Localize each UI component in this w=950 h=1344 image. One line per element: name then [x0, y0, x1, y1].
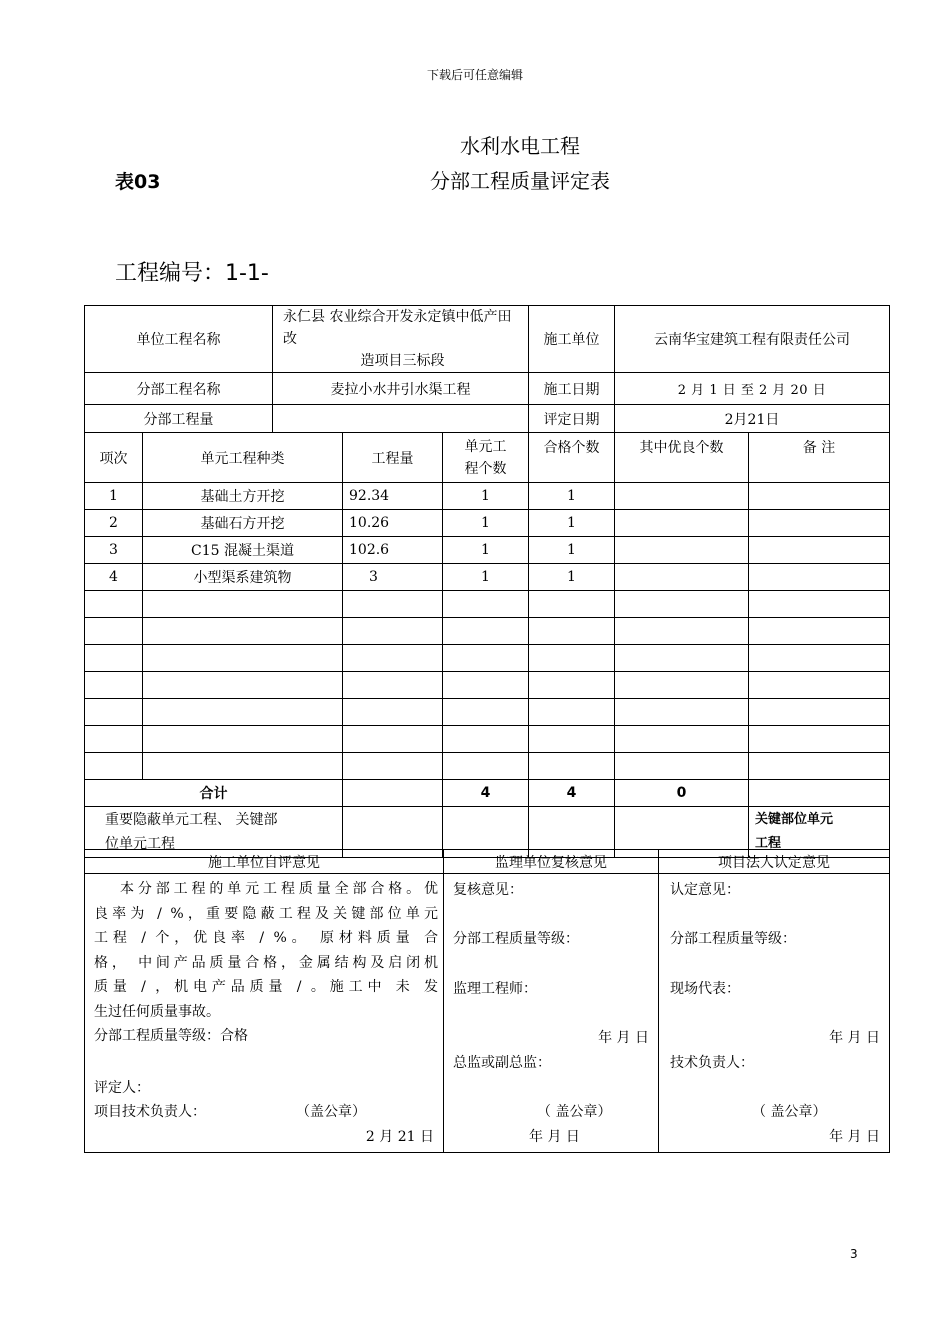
key-unit-label-line1: 重要隐蔽单元工程、 关键部 — [105, 812, 278, 828]
opinions-body-row — [85, 874, 890, 1153]
empty-row — [85, 672, 890, 699]
owner-grade: 分部工程质量等级： — [670, 931, 796, 947]
empty-row — [85, 753, 890, 780]
row-type: 基础土方开挖 — [143, 483, 343, 510]
empty-row — [85, 645, 890, 672]
project-number: 工程编号：1-1- — [115, 261, 269, 286]
row-unit-count: 1 — [443, 564, 529, 591]
table-number: 表03 — [115, 171, 161, 193]
evaluation-table — [84, 305, 890, 858]
header-note: 下载后可任意编辑 — [426, 68, 523, 82]
supervision-opinion-cell — [444, 874, 659, 1153]
page-number: 3 — [850, 1247, 858, 1261]
owner-tech: 技术负责人： — [670, 1055, 754, 1071]
owner-opinion-cell — [659, 874, 890, 1153]
row-item: 3 — [85, 537, 143, 564]
row-item: 4 — [85, 564, 143, 591]
total-qualified: 4 — [529, 780, 615, 807]
supervision-date2: 年 月 日 — [529, 1129, 580, 1145]
row-remark — [749, 537, 890, 564]
col-item: 项次 — [85, 433, 143, 483]
total-label: 合计 — [85, 780, 343, 807]
supervision-date1: 年 月 日 — [598, 1030, 649, 1046]
key-part-label-line2: 工程 — [755, 836, 782, 851]
title-line2: 分部工程质量评定表 — [430, 169, 610, 193]
owner-rep: 现场代表： — [670, 981, 740, 997]
opinions-header-row — [85, 850, 890, 874]
sub-quantity-row — [85, 405, 890, 433]
total-row — [85, 780, 890, 807]
col-qualified: 合格个数 — [529, 433, 615, 483]
row-item: 2 — [85, 510, 143, 537]
empty-row — [85, 726, 890, 753]
row-type: C15 混凝土渠道 — [143, 537, 343, 564]
owner-date1: 年 月 日 — [829, 1030, 880, 1046]
unit-project-label — [85, 306, 273, 373]
col-unit-count — [443, 433, 529, 483]
row-excellent — [615, 564, 749, 591]
eval-date-value: 2月21日 — [615, 405, 890, 433]
col-type: 单元工程种类 — [143, 433, 343, 483]
owner-confirm: 认定意见： — [670, 882, 740, 898]
col-unit-count-line2: 程个数 — [464, 460, 507, 477]
self-seal: （盖公章） — [296, 1104, 366, 1120]
opinions-table — [84, 849, 890, 1153]
unit-project-value-line1: 永仁县 农业综合开发永定镇中低产田改 — [283, 309, 512, 347]
row-quantity: 92.34 — [343, 483, 443, 510]
sub-project-row — [85, 373, 890, 405]
table-row — [85, 564, 890, 591]
table-row — [85, 510, 890, 537]
row-qualified: 1 — [529, 510, 615, 537]
row-remark — [749, 510, 890, 537]
empty-row — [85, 618, 890, 645]
self-grade: 分部工程质量等级：合格 — [94, 1028, 248, 1044]
self-assessor: 评定人： — [94, 1080, 150, 1096]
supervision-engineer: 监理工程师： — [453, 981, 537, 997]
total-excellent: 0 — [615, 780, 749, 807]
sub-project-label: 分部工程名称 — [85, 373, 273, 405]
column-header-row — [85, 433, 890, 483]
self-line4: 格， 中间产品质量合格，金属结构及启闭机 — [94, 954, 438, 971]
owner-opinion-title: 项目法人认定意见 — [659, 850, 890, 874]
self-line2: 良率为 / %，重要隐蔽工程及关键部位单元 — [94, 905, 438, 922]
self-line6: 生过任何质量事故。 — [94, 1003, 220, 1020]
self-opinion-cell — [85, 874, 444, 1153]
constructor-label: 施工单位 — [529, 306, 615, 373]
col-quantity: 工程量 — [343, 433, 443, 483]
row-unit-count: 1 — [443, 537, 529, 564]
self-tech-lead: 项目技术负责人： — [94, 1104, 206, 1120]
key-part-label-line1: 关键部位单元 — [755, 812, 834, 827]
table-row — [85, 483, 890, 510]
sub-project-value: 麦拉小水井引水渠工程 — [273, 373, 529, 405]
owner-date2: 年 月 日 — [829, 1129, 880, 1145]
row-type: 小型渠系建筑物 — [143, 564, 343, 591]
row-quantity: 10.26 — [343, 510, 443, 537]
row-unit-count: 1 — [443, 510, 529, 537]
supervision-grade: 分部工程质量等级： — [453, 931, 579, 947]
self-opinion-title: 施工单位自评意见 — [85, 850, 444, 874]
row-quantity: 3 — [343, 564, 443, 591]
sub-quantity-label: 分部工程量 — [85, 405, 273, 433]
row-excellent — [615, 510, 749, 537]
empty-row — [85, 591, 890, 618]
row-remark — [749, 483, 890, 510]
self-line3: 工程 / 个，优良率 / %。 原材料质量 合 — [94, 930, 438, 946]
key-unit-label-line2: 位单元工程 — [105, 836, 175, 852]
self-line1: 本分部工程的单元工程质量全部合格。优 — [120, 881, 438, 897]
row-remark — [749, 564, 890, 591]
row-unit-count: 1 — [443, 483, 529, 510]
unit-project-value — [273, 306, 529, 373]
table-row — [85, 537, 890, 564]
constructor-value: 云南华宝建筑工程有限责任公司 — [615, 306, 890, 373]
row-item: 1 — [85, 483, 143, 510]
row-qualified: 1 — [529, 483, 615, 510]
col-remark: 备 注 — [749, 433, 890, 483]
col-unit-count-line1: 单元工 — [464, 438, 507, 455]
row-type: 基础石方开挖 — [143, 510, 343, 537]
supervision-chief: 总监或副总监： — [453, 1055, 551, 1071]
row-qualified: 1 — [529, 537, 615, 564]
construction-date-value: 2 月 1 日 至 2 月 20 日 — [615, 373, 890, 405]
total-unit-count: 4 — [443, 780, 529, 807]
row-excellent — [615, 537, 749, 564]
row-excellent — [615, 483, 749, 510]
row-qualified: 1 — [529, 564, 615, 591]
row-quantity: 102.6 — [343, 537, 443, 564]
empty-row — [85, 699, 890, 726]
supervision-review: 复核意见： — [453, 882, 523, 898]
self-opinion-paragraph — [94, 877, 438, 1049]
sub-quantity-value — [273, 405, 529, 433]
owner-seal: （ 盖公章） — [752, 1104, 827, 1120]
title-line1: 水利水电工程 — [460, 134, 580, 158]
self-date: 2 月 21 日 — [365, 1129, 434, 1145]
supervision-opinion-title: 监理单位复核意见 — [444, 850, 659, 874]
unit-project-value-line2: 造项目三标段 — [360, 353, 445, 369]
unit-project-row — [85, 306, 890, 373]
col-excellent: 其中优良个数 — [615, 433, 749, 483]
unit-project-label-text: 单位工程名称 — [136, 332, 221, 348]
construction-date-label: 施工日期 — [529, 373, 615, 405]
supervision-seal: （ 盖公章） — [537, 1104, 612, 1120]
eval-date-label: 评定日期 — [529, 405, 615, 433]
self-line5: 质量 / ，机电产品质量 / 。施工中 未 发 — [94, 979, 438, 995]
